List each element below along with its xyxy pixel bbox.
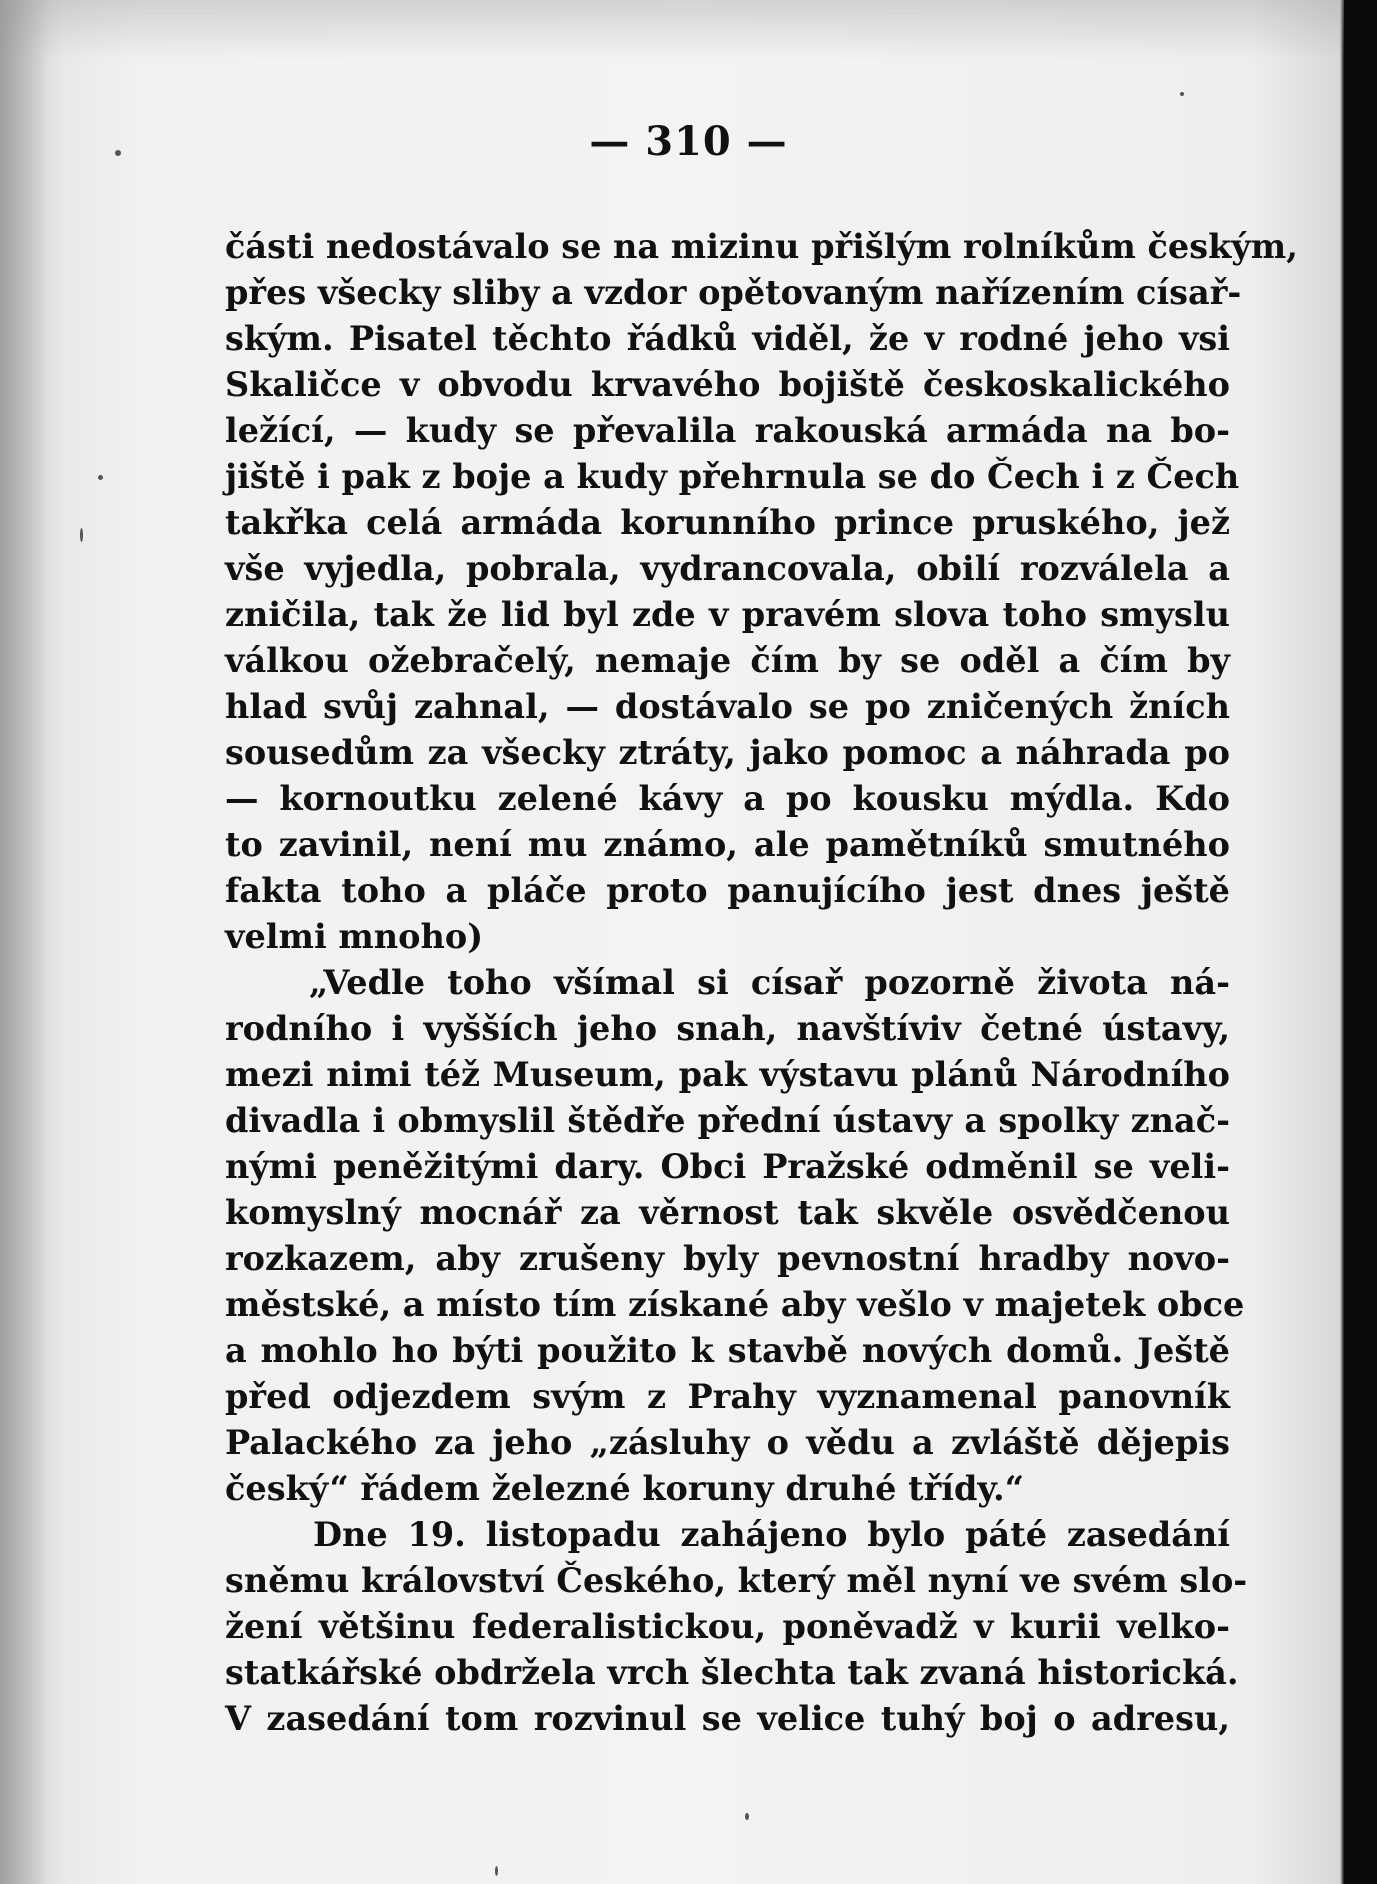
text-line: rozkazem, aby zrušeny byly pevnostní hradby novo- [225,1239,1230,1278]
text-line: statkářské obdržela vrch šlechta tak zvaná historická. [225,1653,1239,1692]
text-line: — kornoutku zelené kávy a po kousku mýdla. Kdo [225,779,1230,818]
text-line: rodního i vyšších jeho snah, navštíviv četné ústavy, [225,1009,1230,1048]
scan-speck [80,528,83,542]
text-line: žení většinu federalistickou, poněvadž v kurii velko- [225,1607,1230,1646]
text-line: Skaličce v obvodu krvavého bojiště českoskalického [225,365,1230,404]
text-line: přes všecky sliby a vzdor opětovaným nařízením císař- [225,273,1242,312]
text-line: a mohlo ho býti použito k stavbě nových domů. Ještě [225,1331,1230,1370]
text-line: nými peněžitými dary. Obci Pražské odměnil se veli- [225,1147,1230,1186]
scan-speck [495,1866,498,1876]
top-shadow [0,0,1344,60]
text-line: zničila, tak že lid byl zde v pravém slova toho smyslu [225,595,1230,634]
text-line: válkou ožebračelý, nemaje čím by se oděl a čím by [225,641,1230,680]
text-line: hlad svůj zahnal, — dostávalo se po zničených žních [225,687,1230,726]
text-line: velmi mnoho) [225,917,484,956]
text-line: mezi nimi též Museum, pak výstavu plánů Národního [225,1055,1230,1094]
text-line: takřka celá armáda korunního prince pruského, jež [225,503,1230,542]
text-line: ležící, — kudy se převalila rakouská armáda na bo- [225,411,1230,450]
body-text [225,224,1298,1742]
text-line: jiště i pak z boje a kudy přehrnula se do Čech i z Čech [225,457,1240,496]
text-line: ským. Pisatel těchto řádků viděl, že v rodné jeho vsi [225,319,1230,358]
text-line: vše vyjedla, pobrala, vydrancovala, obilí rozválela a [225,549,1230,588]
text-line: části nedostávalo se na mizinu přišlým rolníkům českým, [225,227,1298,266]
text-line: fakta toho a pláče proto panujícího jest dnes ještě [225,871,1230,910]
scan-speck [115,150,121,156]
text-line: „Vedle toho všímal si císař pozorně života ná- [309,963,1230,1002]
scan-speck [745,1813,749,1820]
text-line: komyslný mocnář za věrnost tak skvěle osvědčenou [225,1193,1230,1232]
scan-speck [1180,92,1184,96]
dark-page-edge [1344,0,1377,1884]
page-number: — 310 — [589,118,788,165]
text-line: sněmu království Českého, který měl nyní ve svém slo- [225,1561,1248,1600]
binding-shadow [0,0,70,1884]
text-line: divadla i obmyslil štědře přední ústavy a spolky znač- [225,1101,1230,1140]
text-line: městské, a místo tím získané aby vešlo v majetek obce [225,1285,1245,1324]
text-line: český“ řádem železné koruny druhé třídy.“ [225,1469,1024,1508]
text-line: V zasedání tom rozvinul se velice tuhý boj o adresu, [225,1699,1230,1738]
text-line: Dne 19. listopadu zahájeno bylo páté zasedání [313,1515,1230,1554]
text-line: Palackého za jeho „zásluhy o vědu a zvláště dějepis [225,1423,1230,1462]
text-line: to zavinil, není mu známo, ale pamětníků smutného [225,825,1230,864]
text-line: sousedům za všecky ztráty, jako pomoc a náhrada po [225,733,1230,772]
scan-speck [98,475,103,480]
text-line: před odjezdem svým z Prahy vyznamenal panovník [225,1377,1230,1416]
